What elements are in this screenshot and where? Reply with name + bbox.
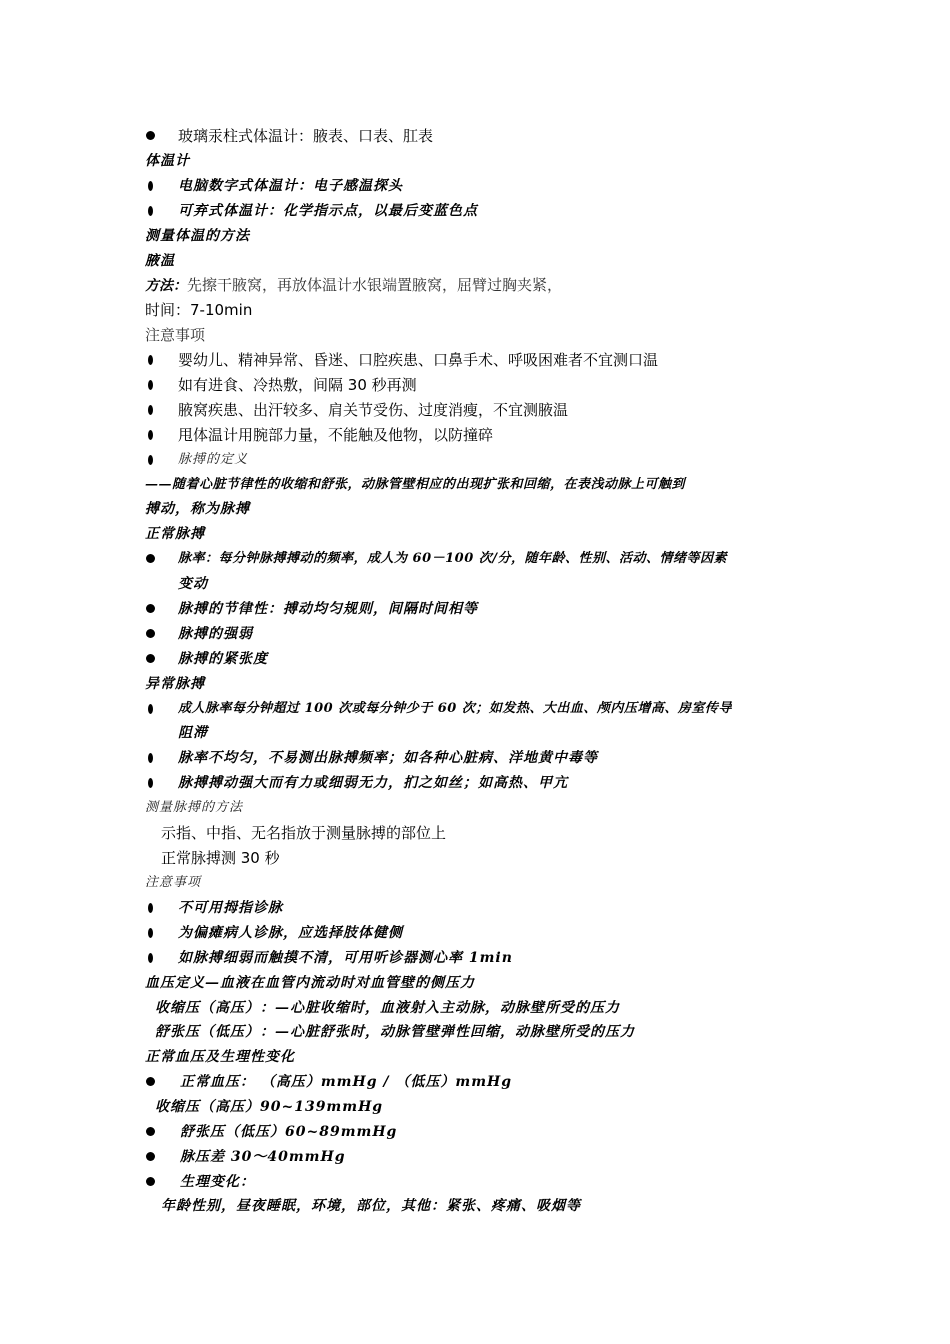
text-line: 示指、中指、无名指放于测量脉搏的部位上 <box>161 824 447 842</box>
section-heading: 注意事项 <box>145 875 202 890</box>
text-line: 如脉搏细弱而触摸不清，可用听诊器测心率 1min <box>178 950 513 966</box>
text-line: 脉搏搏动强大而有力或细弱无力，扪之如丝；如高热、甲亢 <box>178 775 568 791</box>
bullet-icon <box>145 400 155 420</box>
text-line: 脉压差 30～40mmHg <box>180 1149 346 1165</box>
section-heading: 正常血压及生理性变化 <box>145 1049 295 1065</box>
text-line: 脉搏的强弱 <box>178 626 253 642</box>
section-heading: 体温计 <box>145 153 190 169</box>
section-heading: 腋温 <box>145 253 175 269</box>
text-line: 脉率不均匀，不易测出脉搏频率；如各种心脏病、洋地黄中毒等 <box>178 750 598 766</box>
bullet-icon <box>145 624 155 644</box>
section-heading: 血压定义—血液在血管内流动时对血管壁的侧压力 <box>145 975 475 991</box>
text-line: 甩体温计用腕部力量，不能触及他物，以防撞碎 <box>178 426 494 444</box>
bullet-icon <box>145 1072 155 1092</box>
section-heading: 测量脉搏的方法 <box>145 800 244 815</box>
text-line: 正常血压： （高压）mmHg / （低压）mmHg <box>180 1074 513 1090</box>
text-line: 舒张压（低压）60~89mmHg <box>180 1124 398 1140</box>
text-line: 收缩压（高压）：—心脏收缩时，血液射入主动脉，动脉壁所受的压力 <box>155 1000 620 1016</box>
section-heading: 测量体温的方法 <box>145 228 250 244</box>
text-line: 腋窝疾患、出汗较多、肩关节受伤、过度消瘦，不宜测腋温 <box>178 401 569 419</box>
text-line: 婴幼儿、精神异常、昏迷、口腔疾患、口鼻手术、呼吸困难者不宜测口温 <box>178 351 659 369</box>
section-heading: 正常脉搏 <box>145 526 205 542</box>
bullet-icon <box>145 1172 155 1192</box>
method-label: 方法： <box>145 278 187 294</box>
bullet-icon <box>145 649 155 669</box>
text-line: 电脑数字式体温计：电子感温探头 <box>178 178 403 194</box>
text-line: 年龄性别，昼夜睡眠，环境，部位，其他：紧张、疼痛、吸烟等 <box>161 1198 581 1214</box>
bullet-icon <box>145 898 155 918</box>
text-line: 可弃式体温计：化学指示点，以最后变蓝色点 <box>178 203 478 219</box>
bullet-icon <box>145 773 155 793</box>
text-line: ——随着心脏节律性的收缩和舒张，动脉管壁相应的出现扩张和回缩，在表浅动脉上可触到 <box>145 477 686 492</box>
text-line: 时间：7-10min <box>145 301 253 319</box>
method-text: 先擦干腋窝，再放体温计水银端置腋窝，屈臂过胸夹紧， <box>187 276 563 294</box>
section-heading: 异常脉搏 <box>145 676 205 692</box>
text-line: 不可用拇指诊脉 <box>178 900 283 916</box>
bullet-icon <box>145 425 155 445</box>
bullet-icon <box>145 699 155 719</box>
text-line: 如有进食、冷热敷，间隔 30 秒再测 <box>178 376 417 394</box>
text-line: 成人脉率每分钟超过 100 次或每分钟少于 60 次；如发热、大出血、颅内压增高、房室传导 <box>178 701 732 716</box>
bullet-icon <box>145 350 155 370</box>
text-line: 搏动，称为脉搏 <box>145 501 250 517</box>
bullet-icon <box>145 176 155 196</box>
bullet-icon <box>145 549 155 569</box>
bullet-icon <box>145 748 155 768</box>
text-line: 收缩压（高压）90~139mmHg <box>155 1099 384 1115</box>
text-line: 脉搏的紧张度 <box>178 651 268 667</box>
text-line <box>145 275 562 296</box>
bullet-icon <box>145 450 155 470</box>
text-line: 脉搏的定义 <box>178 452 249 467</box>
bullet-icon <box>145 599 155 619</box>
text-line: 生理变化： <box>180 1174 255 1190</box>
text-line: 脉率：每分钟脉搏搏动的频率，成人为 60－100 次/分，随年龄、性别、活动、情绪等因素 <box>178 551 728 566</box>
bullet-icon <box>145 201 155 221</box>
text-line: 舒张压（低压）：—心脏舒张时，动脉管壁弹性回缩，动脉壁所受的压力 <box>155 1024 635 1040</box>
text-line: 正常脉搏测 30 秒 <box>161 849 280 867</box>
bullet-icon <box>145 1122 155 1142</box>
bullet-icon <box>145 923 155 943</box>
text-line: 玻璃汞柱式体温计：腋表、口表、肛表 <box>178 127 434 145</box>
text-line: 阻滞 <box>178 725 208 741</box>
text-line: 变动 <box>178 576 208 592</box>
bullet-icon <box>145 375 155 395</box>
bullet-icon <box>145 1147 155 1167</box>
bullet-icon <box>145 126 155 146</box>
bullet-icon <box>145 948 155 968</box>
text-line: 脉搏的节律性：搏动均匀规则，间隔时间相等 <box>178 601 478 617</box>
text-line: 为偏瘫病人诊脉，应选择肢体健侧 <box>178 925 403 941</box>
section-heading: 注意事项 <box>145 326 206 344</box>
